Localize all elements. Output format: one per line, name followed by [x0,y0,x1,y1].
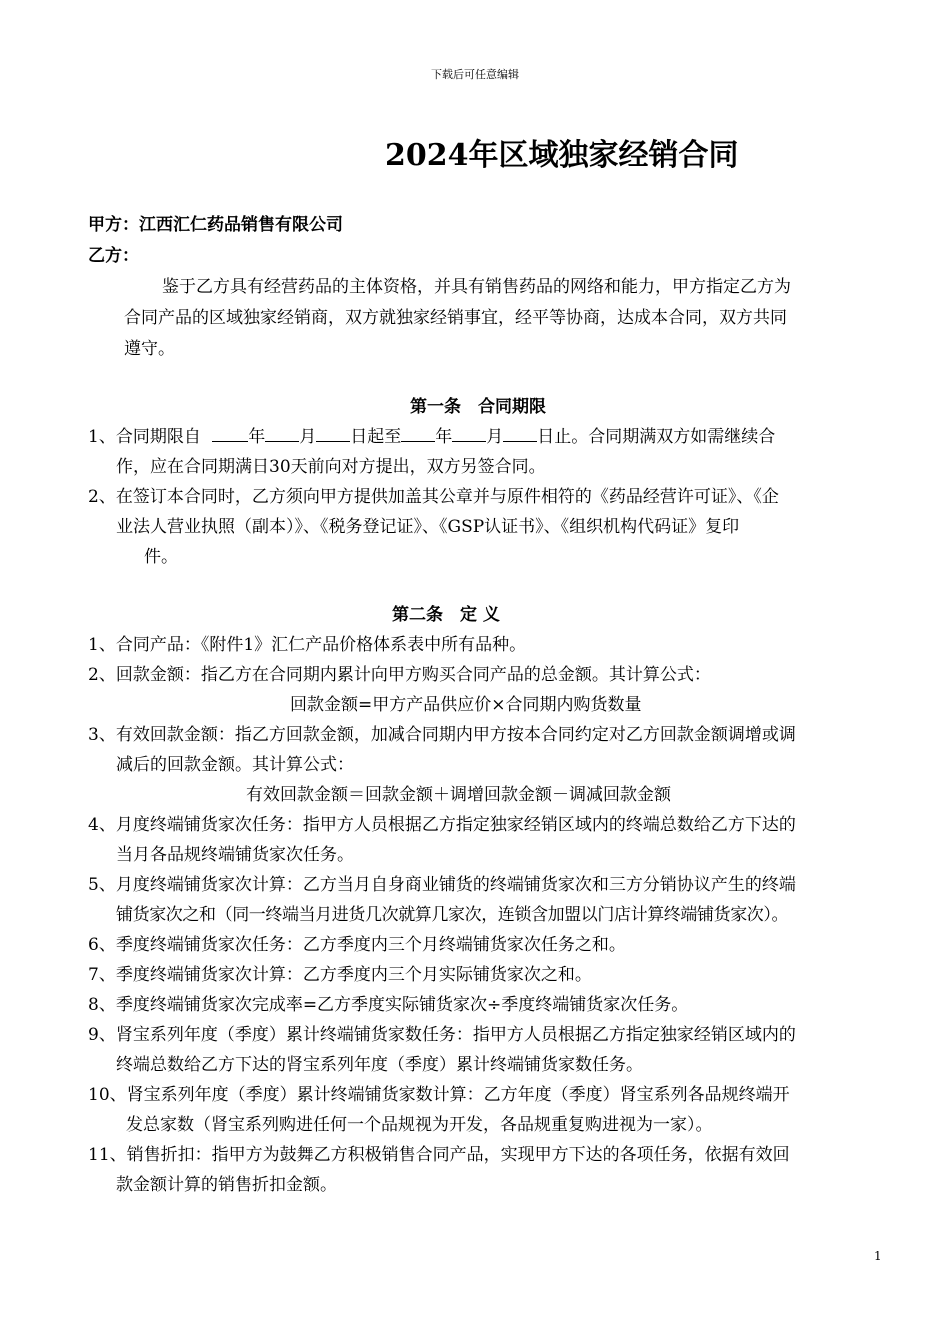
term-text: 年 [248,427,266,447]
definition-line: 3、有效回款金额：指乙方回款金额，加减合同期内甲方按本合同约定对乙方回款金额调增或调 [88,725,796,745]
formula-line: 有效回款金额＝回款金额＋调增回款金额－调减回款金额 [246,785,671,805]
definition-line: 5、月度终端铺货家次计算：乙方当月自身商业铺货的终端铺货家次和三方分销协议产生的终端 [88,875,796,895]
party-a: 甲方：江西汇仁药品销售有限公司 [88,215,343,235]
term-text: 月 [486,427,504,447]
preamble-line: 合同产品的区域独家经销商，双方就独家经销事宜，经平等协商，达成本合同，双方共同 [124,308,787,328]
page-number: 1 [874,1249,882,1263]
definition-line: 1、合同产品：《附件1》汇仁产品价格体系表中所有品种。 [88,635,527,655]
blank-line [503,426,537,442]
definition-line: 发总家数（肾宝系列购进任何一个品规视为开发，各品规重复购进视为一家）。 [126,1115,713,1135]
blank-line [452,426,486,442]
definition-line: 2、回款金额：指乙方在合同期内累计向甲方购买合同产品的总金额。其计算公式： [88,665,711,685]
blank-line [401,426,435,442]
article-1-heading: 第一条 合同期限 [410,397,546,417]
article-1-item-2-cont: 业法人营业执照（副本）》、《税务登记证》、《GSP认证书》、《组织机构代码证》复印 [116,517,740,537]
definition-line: 6、季度终端铺货家次任务：乙方季度内三个月终端铺货家次任务之和。 [88,935,626,955]
definition-line: 8、季度终端铺货家次完成率=乙方季度实际铺货家次÷季度终端铺货家次任务。 [88,995,689,1015]
blank-line [212,426,248,442]
definition-line: 铺货家次之和（同一终端当月进货几次就算几家次，连锁含加盟以门店计算终端铺货家次）。 [116,905,789,925]
term-text: 日起至 [350,427,402,447]
article-1-item-2-cont: 件。 [144,547,178,567]
definition-line: 7、季度终端铺货家次计算：乙方季度内三个月实际铺货家次之和。 [88,965,592,985]
definition-line: 10、肾宝系列年度（季度）累计终端铺货家数计算：乙方年度（季度）肾宝系列各品规终端开 [88,1085,790,1105]
blank-line [265,426,299,442]
preamble-line: 遵守。 [124,339,175,359]
definition-line: 款金额计算的销售折扣金额。 [116,1175,337,1195]
definition-line: 11、销售折扣：指甲方为鼓舞乙方积极销售合同产品，实现甲方下达的各项任务，依据有效回 [88,1145,790,1165]
article-2-heading: 第二条 定 义 [392,605,500,625]
definition-line: 4、月度终端铺货家次任务：指甲方人员根据乙方指定独家经销区域内的终端总数给乙方下达的 [88,815,796,835]
definition-line: 终端总数给乙方下达的肾宝系列年度（季度）累计终端铺货家数任务。 [116,1055,643,1075]
document-title: 2024年区域独家经销合同 [385,138,739,173]
term-text: 日止。合同期满双方如需继续合 [537,427,776,447]
formula-line: 回款金额=甲方产品供应价×合同期内购货数量 [290,695,642,715]
article-1-item-1 [88,426,775,448]
blank-line [316,426,350,442]
party-b: 乙方： [88,246,139,266]
term-prefix: 1、合同期限自 [88,427,201,447]
article-1-item-2: 2、在签订本合同时，乙方须向甲方提供加盖其公章并与原件相符的《药品经营许可证》、《企 [88,487,779,507]
header-note: 下载后可任意编辑 [431,68,519,81]
term-text: 年 [435,427,453,447]
preamble-line: 鉴于乙方具有经营药品的主体资格，并具有销售药品的网络和能力，甲方指定乙方为 [162,277,791,297]
definition-line: 减后的回款金额。其计算公式： [116,755,354,775]
definition-line: 当月各品规终端铺货家次任务。 [116,845,354,865]
article-1-item-1-cont: 作，应在合同期满日30天前向对方提出，双方另签合同。 [116,457,546,477]
term-text: 月 [299,427,317,447]
definition-line: 9、肾宝系列年度（季度）累计终端铺货家数任务：指甲方人员根据乙方指定独家经销区域内的 [88,1025,796,1045]
